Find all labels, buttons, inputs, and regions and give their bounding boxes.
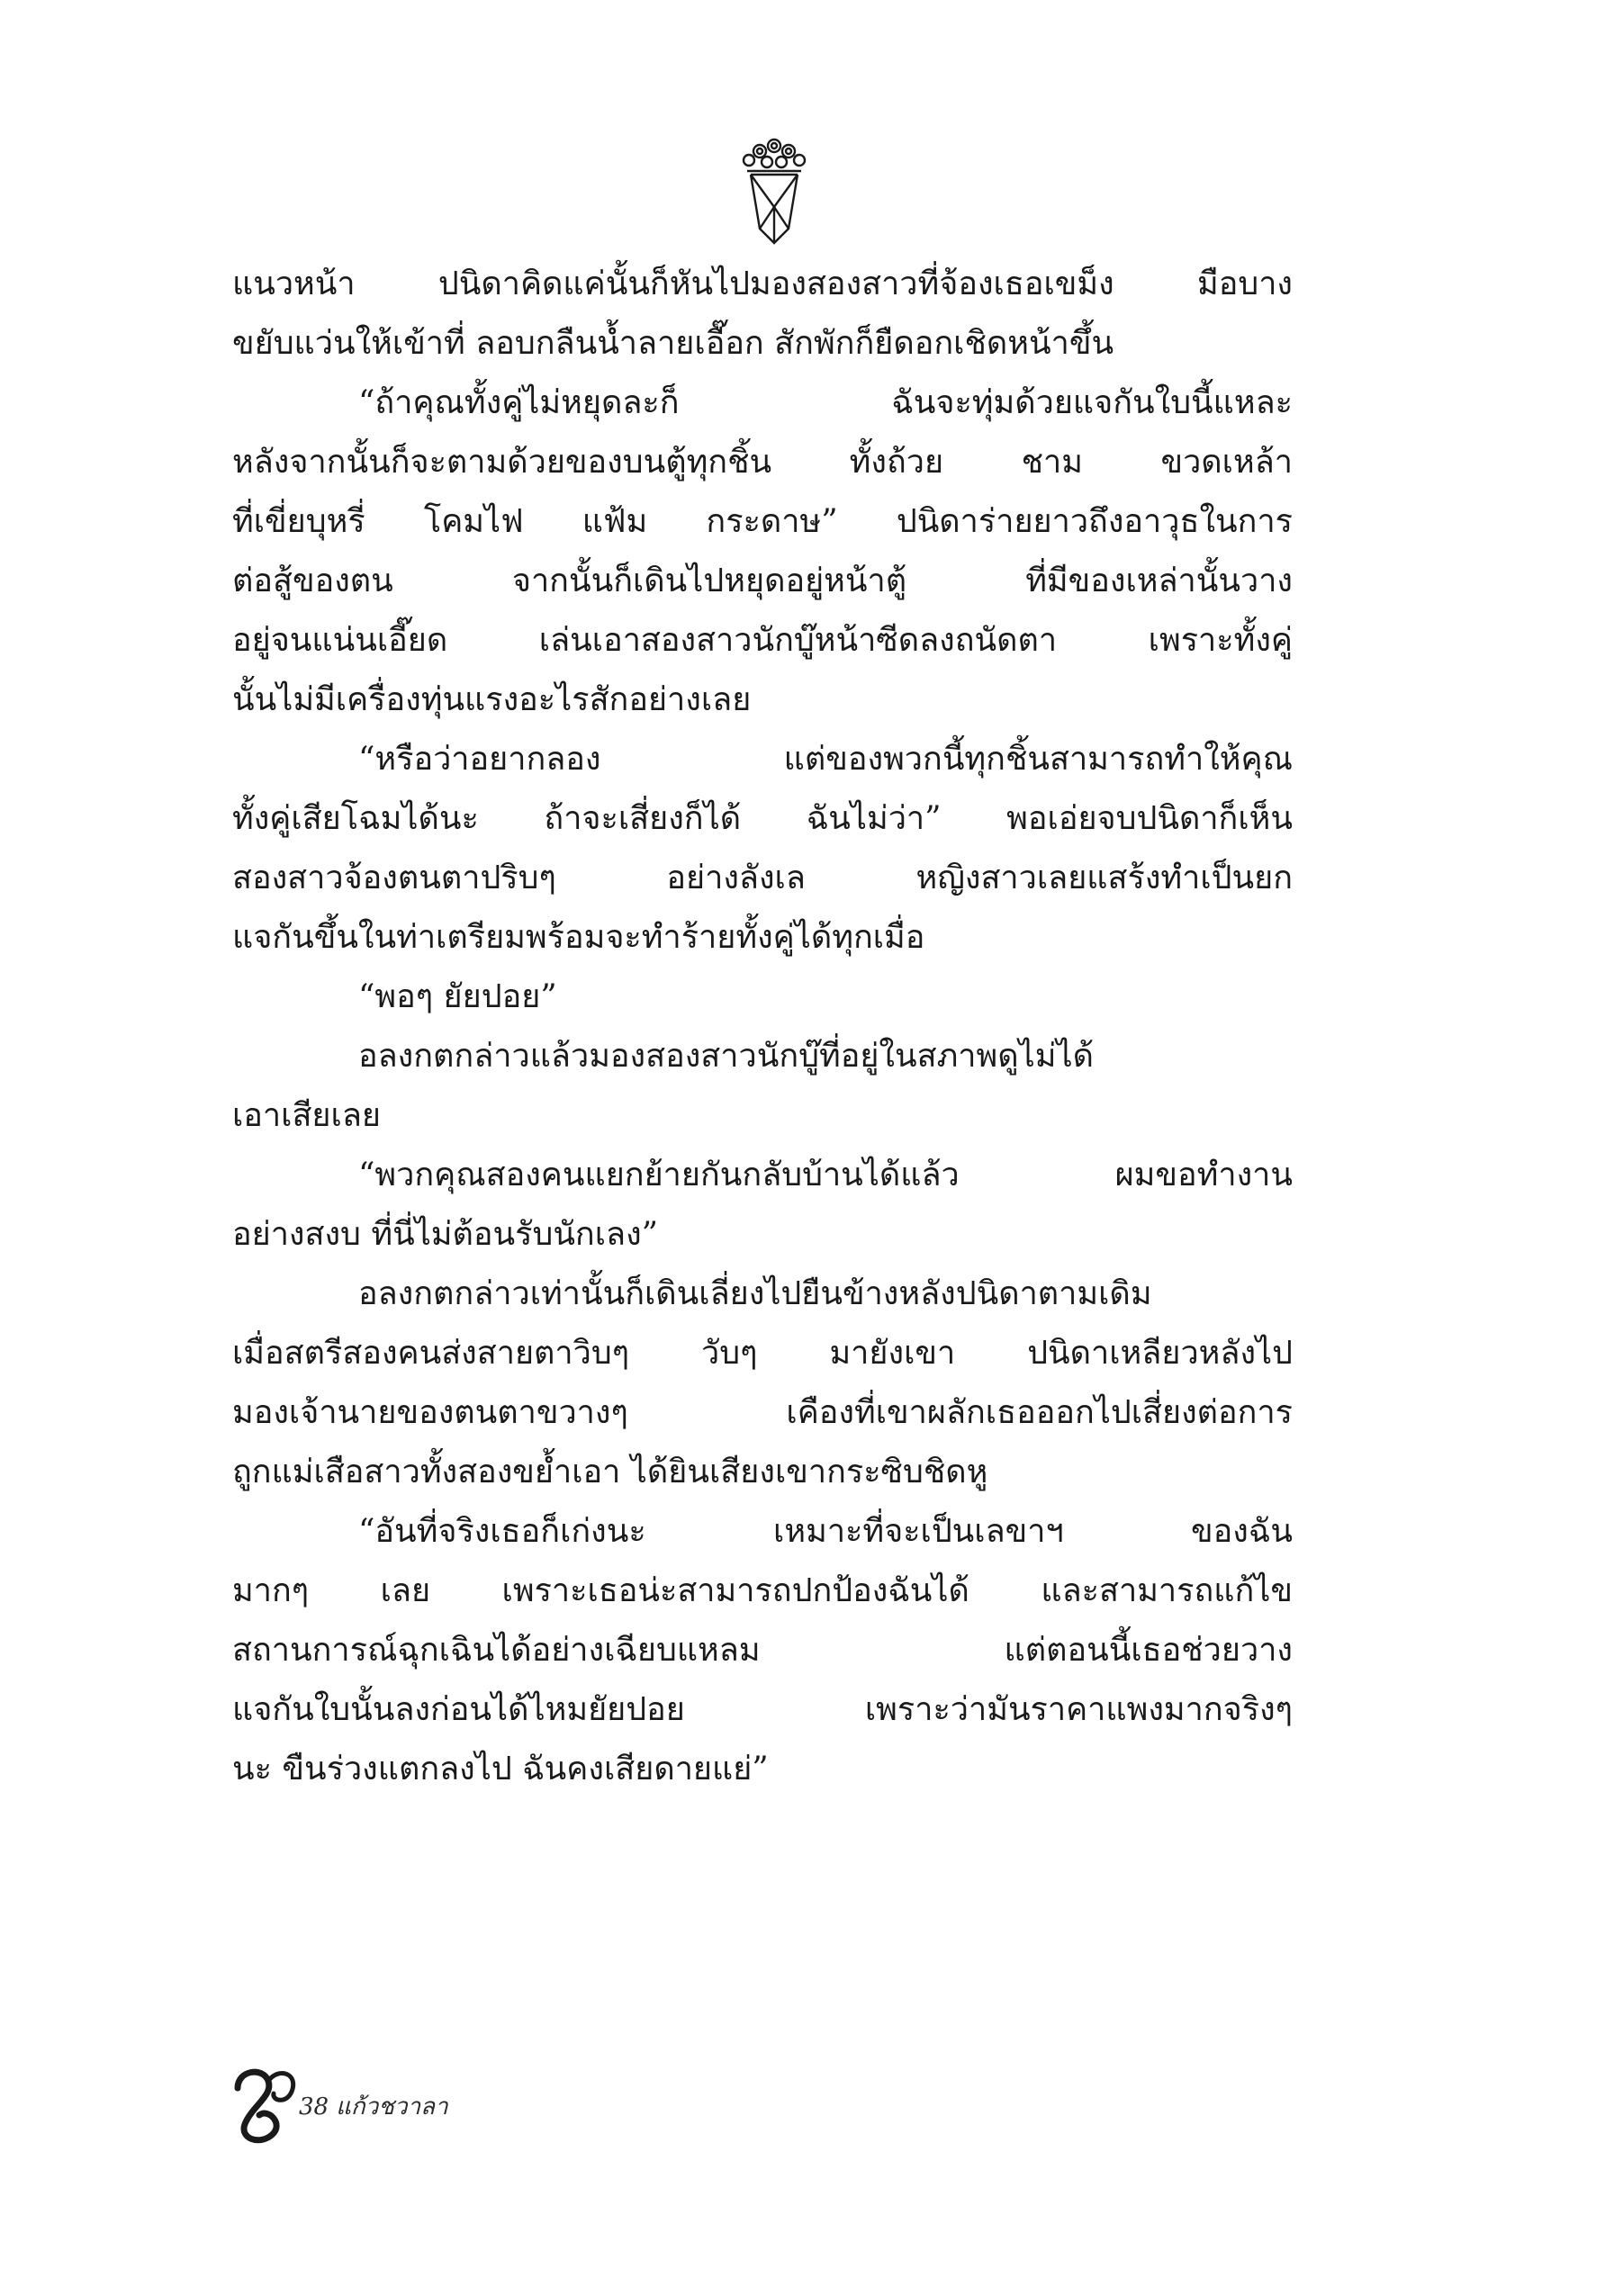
text-line: ที่เขี่ยบุหรี่ โคมไฟ แฟ้ม กระดาษ” ปนิดาร่ายยาวถึงอาวุธในการ: [232, 503, 1293, 540]
flourish-logo-icon: [232, 2061, 304, 2147]
text-line: อลงกตกล่าวเท่านั้นก็เดินเลี่ยงไปยืนข้างหลังปนิดาตามเดิม: [358, 1275, 1152, 1312]
page-footer: [232, 2061, 772, 2151]
text-line: อยู่จนแน่นเอี๊ยด เล่นเอาสองสาวนักบู๊หน้าซีดลงถนัดตา เพราะทั้งคู่: [232, 622, 1293, 659]
text-line: “หรือว่าอยากลอง แต่ของพวกนี้ทุกชิ้นสามารถทำให้คุณ: [358, 741, 1293, 778]
text-line: ถูกแม่เสือสาวทั้งสองขย้ำเอา ได้ยินเสียงเขากระซิบชิดหู: [232, 1454, 988, 1490]
text-line: “พอๆ ยัยปอย”: [358, 978, 557, 1015]
text-line: เอาเสียเลย: [232, 1097, 381, 1134]
text-line: หลังจากนั้นก็จะตามด้วยของบนตู้ทุกชิ้น ทั้งถ้วย ชาม ขวดเหล้า: [232, 444, 1293, 481]
text-line: เมื่อสตรีสองคนส่งสายตาวิบๆ วับๆ มายังเขา ปนิดาเหลียวหลังไป: [232, 1335, 1293, 1372]
text-line: นะ ขืนร่วงแตกลงไป ฉันคงเสียดายแย่”: [232, 1751, 769, 1787]
text-line: นั้นไม่มีเครื่องทุ่นแรงอะไรสักอย่างเลย: [232, 681, 752, 718]
text-line: อลงกตกล่าวแล้วมองสองสาวนักบู๊ที่อยู่ในสภาพดูไม่ได้: [358, 1038, 1094, 1075]
text-line: “ถ้าคุณทั้งคู่ไม่หยุดละก็ ฉันจะทุ่มด้วยแจกันใบนี้แหละ: [358, 384, 1293, 421]
text-line: แจกันใบนั้นลงก่อนได้ไหมยัยปอย เพราะว่ามันราคาแพงมากจริงๆ: [232, 1691, 1293, 1728]
text-line: แนวหน้า ปนิดาคิดแค่นั้นก็หันไปมองสองสาวที่จ้องเธอเขม็ง มือบาง: [232, 266, 1293, 302]
text-line: ขยับแว่นให้เข้าที่ ลอบกลืนน้ำลายเอื๊อก สักพักก็ยืดอกเชิดหน้าขึ้น: [232, 325, 1114, 362]
text-line: “พวกคุณสองคนแยกย้ายกันกลับบ้านได้แล้ว ผมขอทำงาน: [358, 1157, 1293, 1193]
text-line: มากๆ เลย เพราะเธอน่ะสามารถปกป้องฉันได้ และสามารถแก้ไข: [232, 1572, 1293, 1609]
footer-label: [299, 2088, 455, 2125]
body-text: [232, 255, 1293, 1799]
text-line: อย่างสงบ ที่นี่ไม่ต้อนรับนักเลง”: [232, 1216, 659, 1253]
text-line: ต่อสู้ของตน จากนั้นก็เดินไปหยุดอยู่หน้าตู้ ที่มีของเหล่านั้นวาง: [232, 563, 1293, 599]
text-line: ทั้งคู่เสียโฉมได้นะ ถ้าจะเสี่ยงก็ได้ ฉันไม่ว่า” พอเอ่ยจบปนิดาก็เห็น: [232, 800, 1293, 837]
text-line: “อันที่จริงเธอก็เก่งนะ เหมาะที่จะเป็นเลขาฯ ของฉัน: [358, 1513, 1293, 1550]
lantern-ornament-icon: [738, 135, 810, 247]
page-number: 38: [299, 2093, 329, 2120]
text-line: สถานการณ์ฉุกเฉินได้อย่างเฉียบแหลม แต่ตอนนี้เธอช่วยวาง: [232, 1632, 1293, 1669]
book-title: แก้วชวาลา: [336, 2093, 448, 2120]
text-line: แจกันขึ้นในท่าเตรียมพร้อมจะทำร้ายทั้งคู่ได้ทุกเมื่อ: [232, 919, 925, 956]
text-line: มองเจ้านายของตนตาขวางๆ เคืองที่เขาผลักเธอออกไปเสี่ยงต่อการ: [232, 1394, 1293, 1431]
text-line: สองสาวจ้องตนตาปริบๆ อย่างลังเล หญิงสาวเลยแสร้งทำเป็นยก: [232, 860, 1293, 896]
